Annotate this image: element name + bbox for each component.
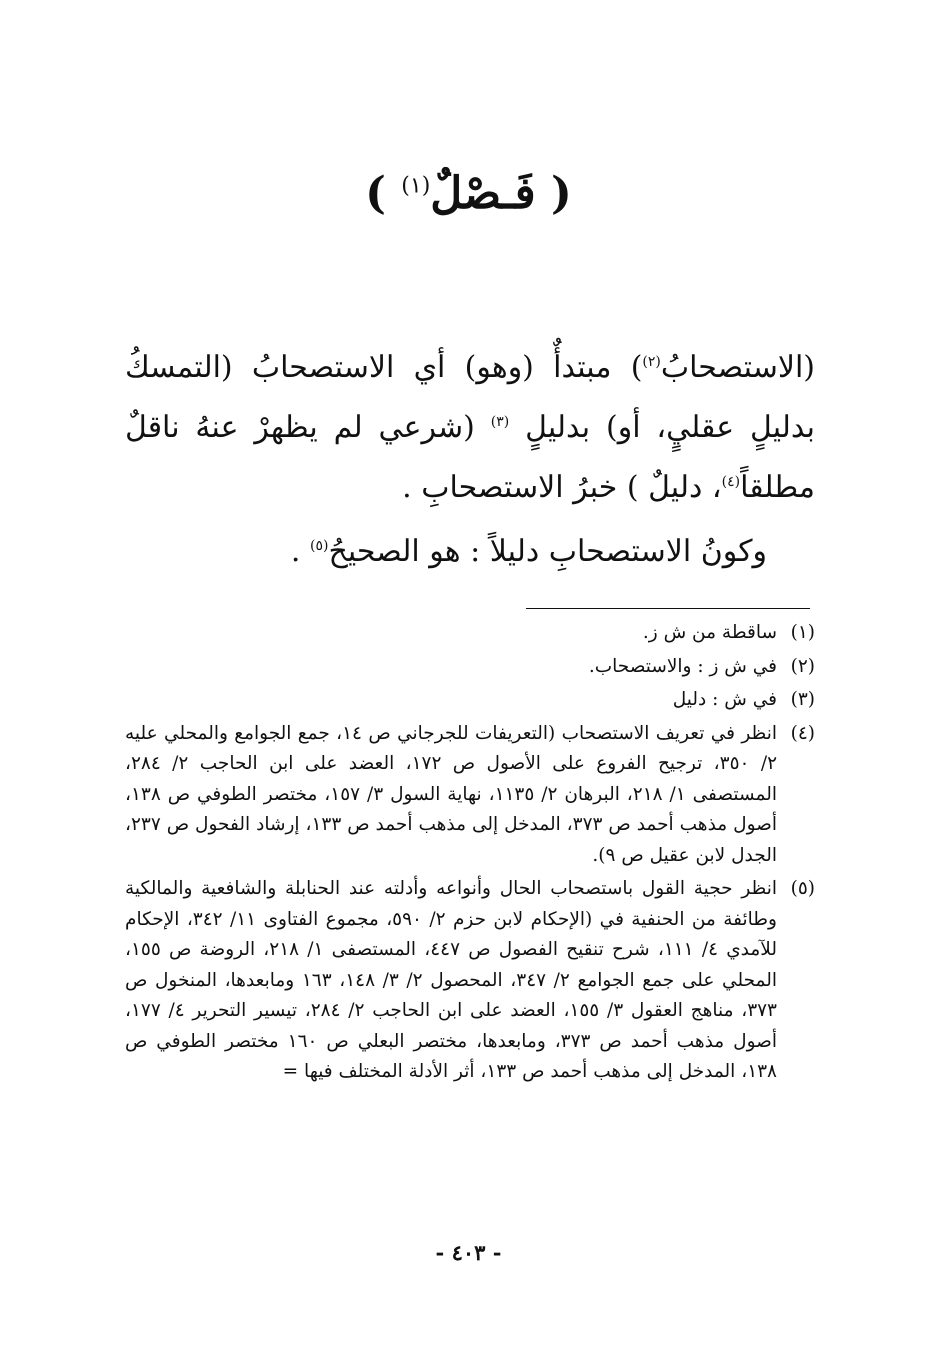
footnote-separator — [526, 608, 810, 609]
heading-open-paren: ( — [551, 168, 572, 219]
footnote-text: انظر في تعريف الاستصحاب (التعريفات للجرجاني ص ١٤، جمع الجوامع والمحلي عليه ٢/ ٣٥٠، ترجيح الفروع على الأصول ص ١٧٢، العضد على ابن الحاجب ٢/ ٢٨٤، المستصفى ١/ ٢١٨، البرهان ٢/ ١١٣٥، نهاية السول ٣/ ١٥٧، مختصر الطوفي ص ١٣٨، أصول مذهب أحمد ص ٣٧٣، المدخل إلى مذهب أحمد ص ١٣٣، إرشاد الفحول ص ٢٣٧، الجدل لابن عقيل ص ٩). — [125, 722, 778, 866]
body-paragraph-1 — [125, 338, 815, 518]
heading-word: فَـصْلٌ — [430, 168, 536, 219]
footnote — [125, 618, 815, 649]
page-number: - ٤٠٣ - — [435, 1240, 502, 1265]
footnote — [125, 874, 815, 1088]
body-text-segment: ، دليلٌ ) خبرُ الاستصحابِ . — [402, 470, 722, 505]
footnote-number: (٣) — [790, 689, 815, 710]
body-text-segment: (الاستصحابُ — [660, 350, 815, 385]
footnote — [125, 652, 815, 683]
section-heading — [0, 168, 937, 221]
footnote-number: (٢) — [790, 655, 815, 677]
footnote-number: (١) — [790, 622, 815, 643]
body-paragraph-2 — [125, 522, 815, 582]
footnote — [125, 719, 815, 872]
heading-close-paren: ) — [365, 168, 386, 219]
footnote-text: في ش ز : والاستصحاب. — [588, 655, 777, 677]
footnote-number: (٤) — [790, 722, 815, 744]
footnote-ref: (٣) — [490, 414, 510, 430]
body-text-segment: وكونُ الاستصحابِ دليلاً : هو الصحيحُ — [328, 534, 767, 569]
footnote-ref: (٢) — [642, 354, 661, 370]
body-text-segment: . — [290, 534, 310, 569]
footnote-number: (٥) — [790, 878, 815, 899]
main-text — [125, 338, 815, 582]
footnote-text: ساقطة من ش ز. — [642, 622, 777, 643]
footnote-ref: (٥) — [310, 538, 329, 554]
footnotes — [125, 618, 815, 1091]
body-text-segment: ) مبتدأٌ (وهو) أي الاستصحابُ (التمسكُ بدليلٍ عقليٍ، أو) بدليلٍ — [125, 350, 815, 445]
body-text-segment: (شرعي لم يظهرْ عنهُ ناقلٌ مطلقاً — [125, 410, 815, 505]
footnote-text: في ش : دليل — [672, 689, 777, 710]
footnote-ref: (٤) — [721, 474, 741, 490]
footnote-text: انظر حجية القول باستصحاب الحال وأنواعه وأدلته عند الحنابلة والشافعية والمالكية وطائفة من الحنفية في (الإحكام لابن حزم ٢/ ٥٩٠، مجموع الفتاوى ١١/ ٣٤٢، الإحكام للآمدي ٤/ ١١١، شرح تنقيح الفصول ص ٤٤٧، المستصفى ١/ ٢١٨، الروضة ص ١٥٥، المحلي على جمع الجوامع ٢/ ٣٤٧، المحصول ٢/ ٣/ ١٤٨، ١٦٣ ومابعدها، المنخول ص ٣٧٣، مناهج العقول ٣/ ١٥٥، العضد على ابن الحاجب ٢/ ٢٨٤، تيسير التحرير ٤/ ١٧٧، أصول مذهب أحمد ص ٣٧٣، ومابعدها، مختصر البعلي ص ١٦٠ مختصر الطوفي ص ١٣٨، المدخل إلى مذهب أحمد ص ١٣٣، أثر الأدلة المختلف فيها = — [125, 878, 777, 1082]
heading-footnote-ref: (١) — [401, 173, 431, 199]
footnote — [125, 685, 815, 716]
